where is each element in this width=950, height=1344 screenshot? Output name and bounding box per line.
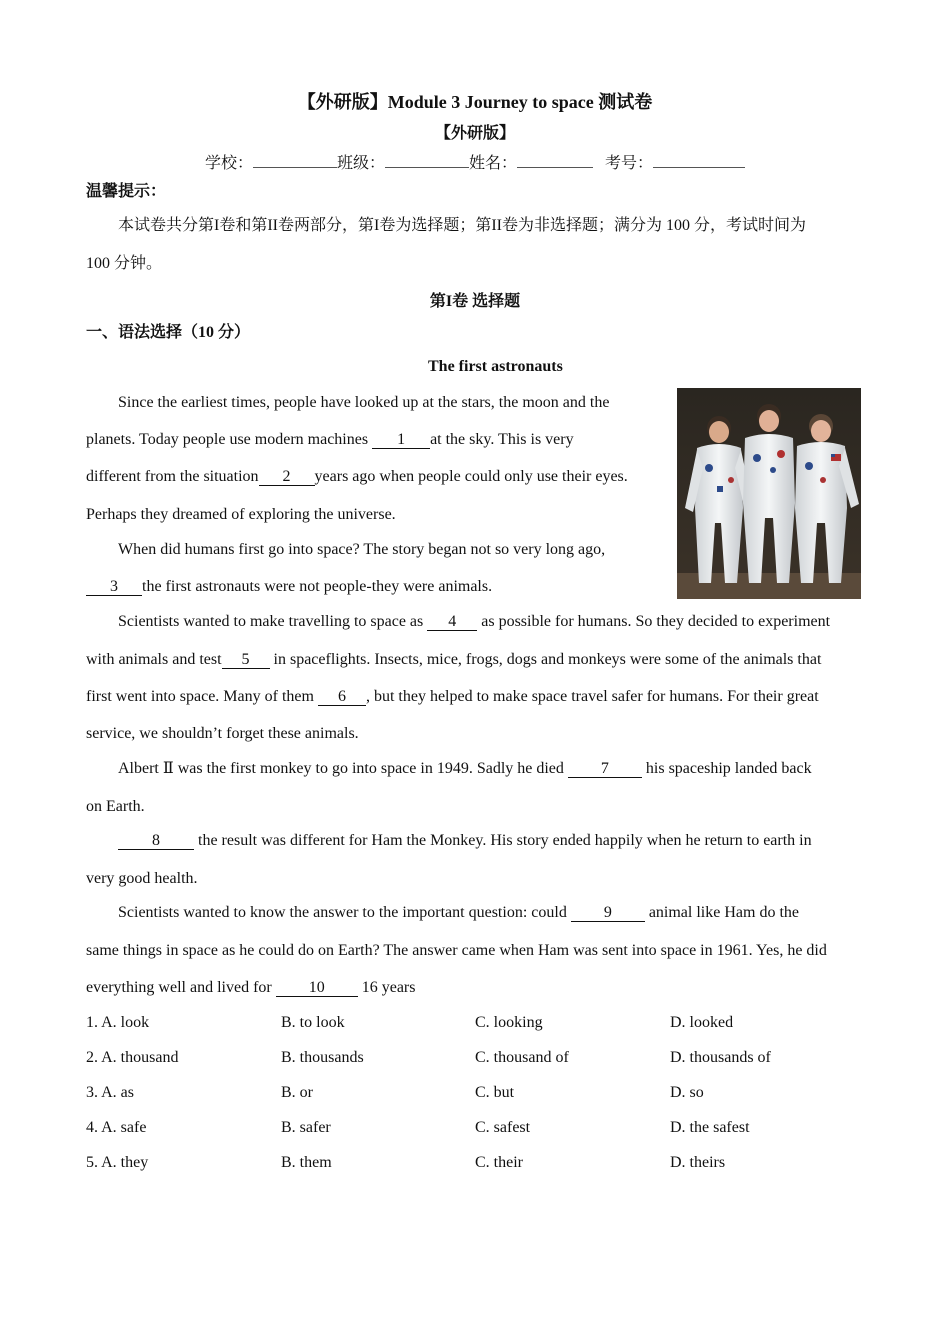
blank-4: 4 xyxy=(427,613,477,631)
name-field[interactable] xyxy=(517,153,593,168)
option-2a[interactable]: 2. A. thousand xyxy=(86,1049,179,1066)
class-field[interactable] xyxy=(385,153,469,168)
option-1b[interactable]: B. to look xyxy=(281,1014,345,1031)
passage-title: The first astronauts xyxy=(428,358,563,375)
option-2d[interactable]: D. thousands of xyxy=(670,1049,771,1066)
option-3c[interactable]: C. but xyxy=(475,1084,515,1101)
notice-line-2: 100 分钟。 xyxy=(86,255,163,272)
passage-line-4: Perhaps they dreamed of exploring the universe. xyxy=(86,506,396,523)
option-3a[interactable]: 3. A. as xyxy=(86,1084,134,1101)
option-5b[interactable]: B. them xyxy=(281,1154,332,1171)
exam-title: 【外研版】Module 3 Journey to space 测试卷 xyxy=(297,92,653,112)
passage-line-8: with animals and test 5 in spaceflights. Insects, mice, frogs, dogs and monkeys were some of the animals that xyxy=(86,651,822,668)
option-4c[interactable]: C. safest xyxy=(475,1119,531,1136)
passage-line-3: different from the situation 2 years ago when people could only use their eyes. xyxy=(86,468,628,485)
option-4a[interactable]: 4. A. safe xyxy=(86,1119,147,1136)
option-2b[interactable]: B. thousands xyxy=(281,1049,364,1066)
blank-9: 9 xyxy=(571,904,645,922)
passage-line-17: everything well and lived for 10 16 years xyxy=(86,979,416,996)
blank-3: 3 xyxy=(86,578,142,596)
passage-line-16: same things in space as he could do on Earth? The answer came when Ham was sent into space in 1961. Yes, he did xyxy=(86,942,827,959)
blank-6: 6 xyxy=(318,688,366,706)
option-3b[interactable]: B. or xyxy=(281,1084,313,1101)
exam-subtitle: 【外研版】 xyxy=(434,125,515,142)
passage-line-5: When did humans first go into space? The story began not so very long ago, xyxy=(118,541,606,558)
class-label: 班级： xyxy=(336,155,385,172)
school-field[interactable] xyxy=(253,153,337,168)
blank-1: 1 xyxy=(372,431,430,449)
passage-line-9: first went into space. Many of them 6 , but they helped to make space travel safer for humans. For their great xyxy=(86,688,819,705)
passage-line-11: Albert Ⅱ was the first monkey to go into space in 1949. Sadly he died 7 his spaceship landed back xyxy=(118,760,812,777)
option-1c[interactable]: C. looking xyxy=(475,1014,543,1031)
part-title: 第I卷 选择题 xyxy=(429,293,521,310)
passage-line-14: very good health. xyxy=(86,870,198,887)
passage-line-12: on Earth. xyxy=(86,798,145,815)
blank-5: 5 xyxy=(222,651,270,669)
passage-line-13: 8 the result was different for Ham the Monkey. His story ended happily when he return to earth in xyxy=(118,831,812,851)
blank-8: 8 xyxy=(118,832,194,850)
astronauts-photo xyxy=(677,388,861,599)
school-label: 学校： xyxy=(204,155,253,172)
student-info-fields xyxy=(0,150,950,173)
exam-no-field[interactable] xyxy=(653,153,745,168)
option-1d[interactable]: D. looked xyxy=(670,1014,734,1031)
exam-no-label: 考号： xyxy=(605,155,654,172)
passage-line-10: service, we shouldn’t forget these animals. xyxy=(86,725,359,742)
passage-line-1: Since the earliest times, people have looked up at the stars, the moon and the xyxy=(118,394,610,411)
passage-line-15: Scientists wanted to know the answer to the important question: could 9 animal like Ham do the xyxy=(118,904,799,921)
passage-line-7: Scientists wanted to make travelling to space as 4 as possible for humans. So they decided to experiment xyxy=(118,613,831,630)
blank-7: 7 xyxy=(568,760,642,778)
option-5a[interactable]: 5. A. they xyxy=(86,1154,149,1171)
option-2c[interactable]: C. thousand of xyxy=(475,1049,569,1066)
option-5c[interactable]: C. their xyxy=(475,1154,523,1171)
blank-2: 2 xyxy=(259,468,315,486)
notice-line-1: 本试卷共分第I卷和第II卷两部分，第I卷为选择题；第II卷为非选择题；满分为 100 分，考试时间为 xyxy=(118,217,806,234)
section-heading: 一、语法选择（10 分） xyxy=(86,324,251,341)
option-5d[interactable]: D. theirs xyxy=(670,1154,726,1171)
option-1a[interactable]: 1. A. look xyxy=(86,1014,150,1031)
option-4b[interactable]: B. safer xyxy=(281,1119,331,1136)
option-3d[interactable]: D. so xyxy=(670,1084,704,1101)
blank-10: 10 xyxy=(276,979,358,997)
option-4d[interactable]: D. the safest xyxy=(670,1119,750,1136)
passage-line-2: planets. Today people use modern machines 1 at the sky. This is very xyxy=(86,431,574,448)
name-label: 姓名： xyxy=(469,155,518,172)
notice-heading: 温馨提示： xyxy=(86,183,167,200)
passage-line-6: 3 the first astronauts were not people-they were animals. xyxy=(86,577,492,597)
